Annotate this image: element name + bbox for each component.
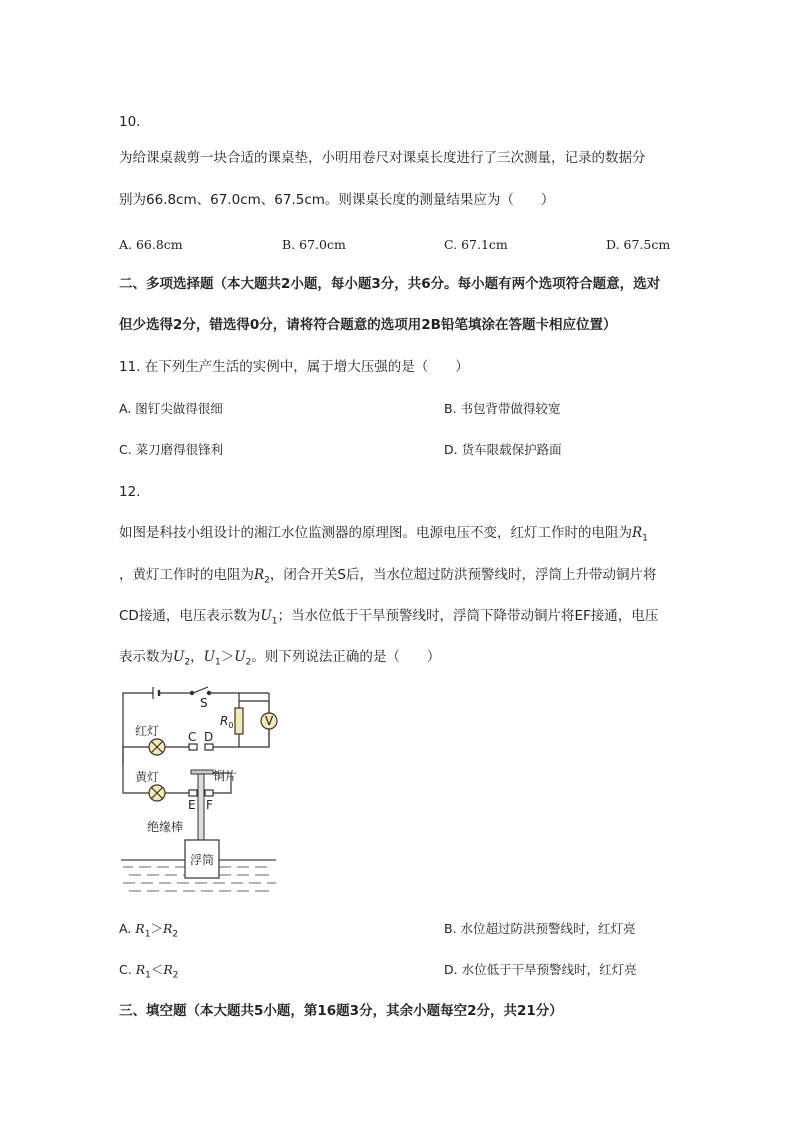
copper-label: 铜片 [213,769,238,783]
q10-option-a: A. 66.8cm [119,237,183,252]
yellow-lamp-label: 黄灯 [135,770,160,784]
q12-option-a: A. $R_1>R_2$ [119,921,179,940]
switch-s [190,687,210,695]
float-label: 浮筒 [190,853,215,867]
q10-option-c: C. 67.1cm [444,237,508,252]
contact-f-label: F [206,798,213,812]
q10-number: 10. [119,114,141,130]
q12-stem-line1: 如图是科技小组设计的湘江水位监测器的原理图。电源电压不变，红灯工作时的电阻为$R_1$ [119,525,648,544]
q11-stem: 11. 在下列生产生活的实例中，属于增大压强的是（ ） [119,359,469,375]
yellow-lamp [149,785,165,801]
contacts-cd [189,744,213,750]
q12-option-b: B. 水位超过防洪预警线时，红灯亮 [444,921,636,936]
r0-label: $R_0$ [220,714,234,730]
red-lamp [149,739,165,755]
circuit-diagram [119,685,279,900]
battery-symbol [153,687,159,699]
contact-e-label: E [188,798,196,812]
q12-option-c: C. $R_1<R_2$ [119,962,179,981]
q11-option-c: C. 菜刀磨得很锋利 [119,442,224,457]
resistor-r0 [235,708,243,734]
section2-heading-line2: 但少选得2分，错选得0分，请将符合题意的选项用2B铅笔填涂在答题卡相应位置） [119,317,617,333]
q12-stem-line4: 表示数为$U_2$，$U_1>U_2$。则下列说法正确的是（ ） [119,649,441,668]
switch-label: S [200,696,208,710]
q12-option-d: D. 水位低于干旱预警线时，红灯亮 [444,962,637,977]
q10-stem-line1: 为给课桌裁剪一块合适的课桌垫，小明用卷尺对课桌长度进行了三次测量，记录的数据分 [119,150,646,166]
section2-heading-line1: 二、多项选择题（本大题共2小题，每小题3分，共6分。每小题有两个选项符合题意，选对 [119,276,661,292]
q10-stem-line2: 别为66.8cm、67.0cm、67.5cm。则课桌长度的测量结果应为（ ） [119,192,555,208]
rod-label: 绝缘棒 [147,820,184,834]
q11-option-b: B. 书包背带做得较宽 [444,401,561,416]
q10-option-b: B. 67.0cm [282,237,346,252]
section3-heading: 三、填空题（本大题共5小题，第16题3分，其余小题每空2分，共21分） [119,1003,563,1019]
q12-stem-line3: CD接通，电压表示数为$U_1$；当水位低于干旱预警线时，浮筒下降带动铜片将EF接通，电压 [119,608,659,627]
insulating-rod [198,774,204,840]
red-lamp-label: 红灯 [135,724,160,738]
contact-d-label: D [204,730,214,744]
voltmeter [261,701,277,747]
q11-option-d: D. 货车限载保护路面 [444,442,562,457]
q10-option-d: D. 67.5cm [606,237,671,252]
q12-stem-line2: ，黄灯工作时的电阻为$R_2$，闭合开关S后，当水位超过防洪预警线时，浮筒上升带动铜片将 [119,567,657,586]
q12-number: 12. [119,484,141,500]
contact-c-label: C [188,730,197,744]
q11-option-a: A. 图钉尖做得很细 [119,401,223,416]
svg-text:V: V [265,714,274,728]
copper-plate [191,770,213,774]
